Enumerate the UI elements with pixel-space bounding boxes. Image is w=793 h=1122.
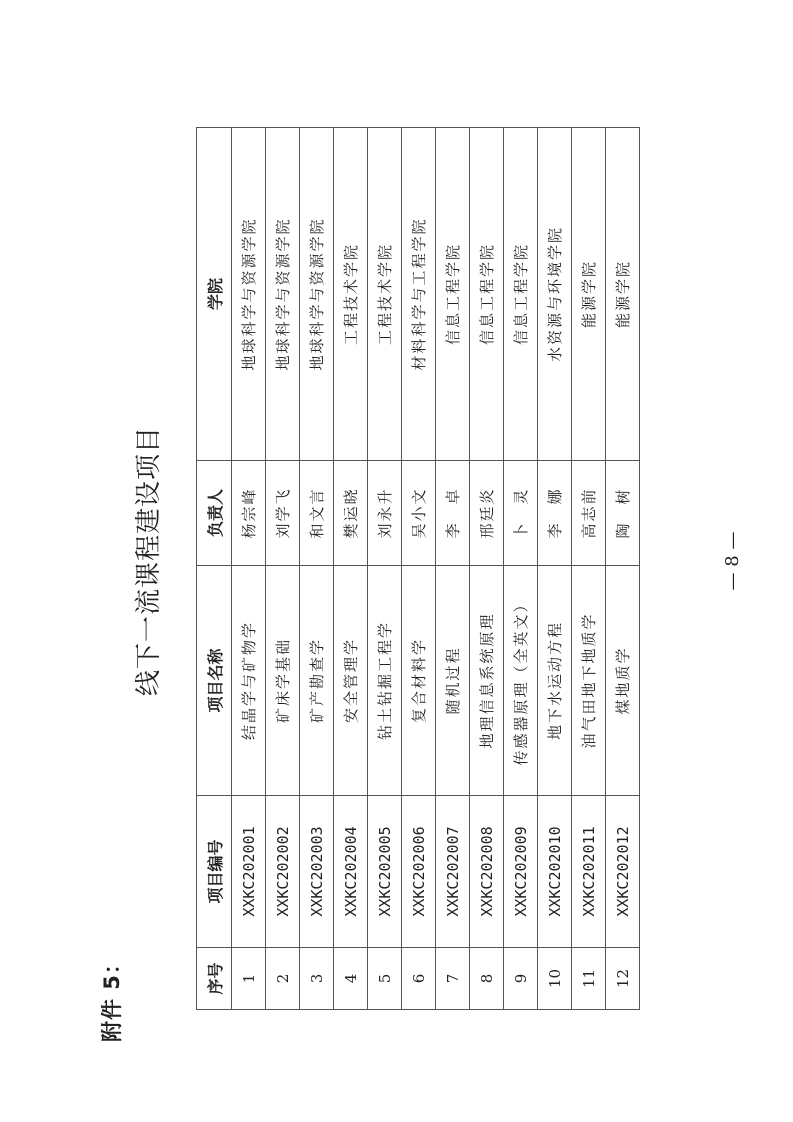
page-number: — 8 —	[722, 531, 743, 591]
project-code: XXKC202011	[572, 796, 606, 948]
project-name: 复合材料学	[402, 566, 436, 796]
table-row	[504, 128, 538, 1010]
row-index: 8	[470, 948, 504, 1010]
header-project-code: 项目编号	[197, 796, 232, 948]
table-row	[572, 128, 606, 1010]
table-row	[300, 128, 334, 1010]
table-row	[470, 128, 504, 1010]
person-in-charge: 陶 树	[606, 461, 640, 566]
attachment-label: 附件 5：	[100, 952, 124, 1042]
college: 水资源与环境学院	[538, 128, 572, 461]
person-in-charge: 和文言	[300, 461, 334, 566]
person-in-charge: 李 卓	[436, 461, 470, 566]
person-in-charge: 刘学飞	[266, 461, 300, 566]
person-in-charge: 邢廷炎	[470, 461, 504, 566]
row-index: 2	[266, 948, 300, 1010]
person-in-charge: 卜 灵	[504, 461, 538, 566]
college: 能源学院	[606, 128, 640, 461]
project-code: XXKC202006	[402, 796, 436, 948]
row-index: 3	[300, 948, 334, 1010]
person-in-charge: 吴小文	[402, 461, 436, 566]
person-in-charge: 刘永升	[368, 461, 402, 566]
row-index: 10	[538, 948, 572, 1010]
college: 信息工程学院	[470, 128, 504, 461]
table-row	[402, 128, 436, 1010]
row-index: 12	[606, 948, 640, 1010]
header-project-name: 项目名称	[197, 566, 232, 796]
table-row	[334, 128, 368, 1010]
header-college: 学院	[197, 128, 232, 461]
row-index: 5	[368, 948, 402, 1010]
table-row	[606, 128, 640, 1010]
project-code: XXKC202001	[232, 796, 266, 948]
project-name: 传感器原理（全英文）	[504, 566, 538, 796]
project-code: XXKC202009	[504, 796, 538, 948]
project-name: 安全管理学	[334, 566, 368, 796]
person-in-charge: 李 娜	[538, 461, 572, 566]
college: 工程技术学院	[334, 128, 368, 461]
row-index: 6	[402, 948, 436, 1010]
project-name: 煤地质学	[606, 566, 640, 796]
table-row	[232, 128, 266, 1010]
document-title: 线下一流课程建设项目	[134, 426, 164, 697]
table-row	[538, 128, 572, 1010]
college: 材料科学与工程学院	[402, 128, 436, 461]
row-index: 9	[504, 948, 538, 1010]
college: 地球科学与资源学院	[266, 128, 300, 461]
person-in-charge: 杨宗峰	[232, 461, 266, 566]
table-row	[436, 128, 470, 1010]
project-name: 地下水运动方程	[538, 566, 572, 796]
project-name: 随机过程	[436, 566, 470, 796]
college: 信息工程学院	[436, 128, 470, 461]
project-code: XXKC202004	[334, 796, 368, 948]
college: 工程技术学院	[368, 128, 402, 461]
project-code: XXKC202010	[538, 796, 572, 948]
project-code: XXKC202002	[266, 796, 300, 948]
project-code: XXKC202005	[368, 796, 402, 948]
table-header-row	[197, 128, 232, 1010]
college: 地球科学与资源学院	[300, 128, 334, 461]
row-index: 7	[436, 948, 470, 1010]
project-code: XXKC202012	[606, 796, 640, 948]
person-in-charge: 高志前	[572, 461, 606, 566]
project-name: 结晶学与矿物学	[232, 566, 266, 796]
project-code: XXKC202007	[436, 796, 470, 948]
project-name: 矿床学基础	[266, 566, 300, 796]
header-index: 序号	[197, 948, 232, 1010]
college: 信息工程学院	[504, 128, 538, 461]
college: 地球科学与资源学院	[232, 128, 266, 461]
row-index: 11	[572, 948, 606, 1010]
project-name: 油气田地下地质学	[572, 566, 606, 796]
project-name: 地理信息系统原理	[470, 566, 504, 796]
row-index: 4	[334, 948, 368, 1010]
project-name: 钻土钻掘工程学	[368, 566, 402, 796]
table-row	[368, 128, 402, 1010]
person-in-charge: 樊运晓	[334, 461, 368, 566]
project-name: 矿产勘查学	[300, 566, 334, 796]
college: 能源学院	[572, 128, 606, 461]
row-index: 1	[232, 948, 266, 1010]
project-code: XXKC202008	[470, 796, 504, 948]
project-table	[196, 127, 640, 1010]
project-code: XXKC202003	[300, 796, 334, 948]
header-person-in-charge: 负责人	[197, 461, 232, 566]
table-row	[266, 128, 300, 1010]
